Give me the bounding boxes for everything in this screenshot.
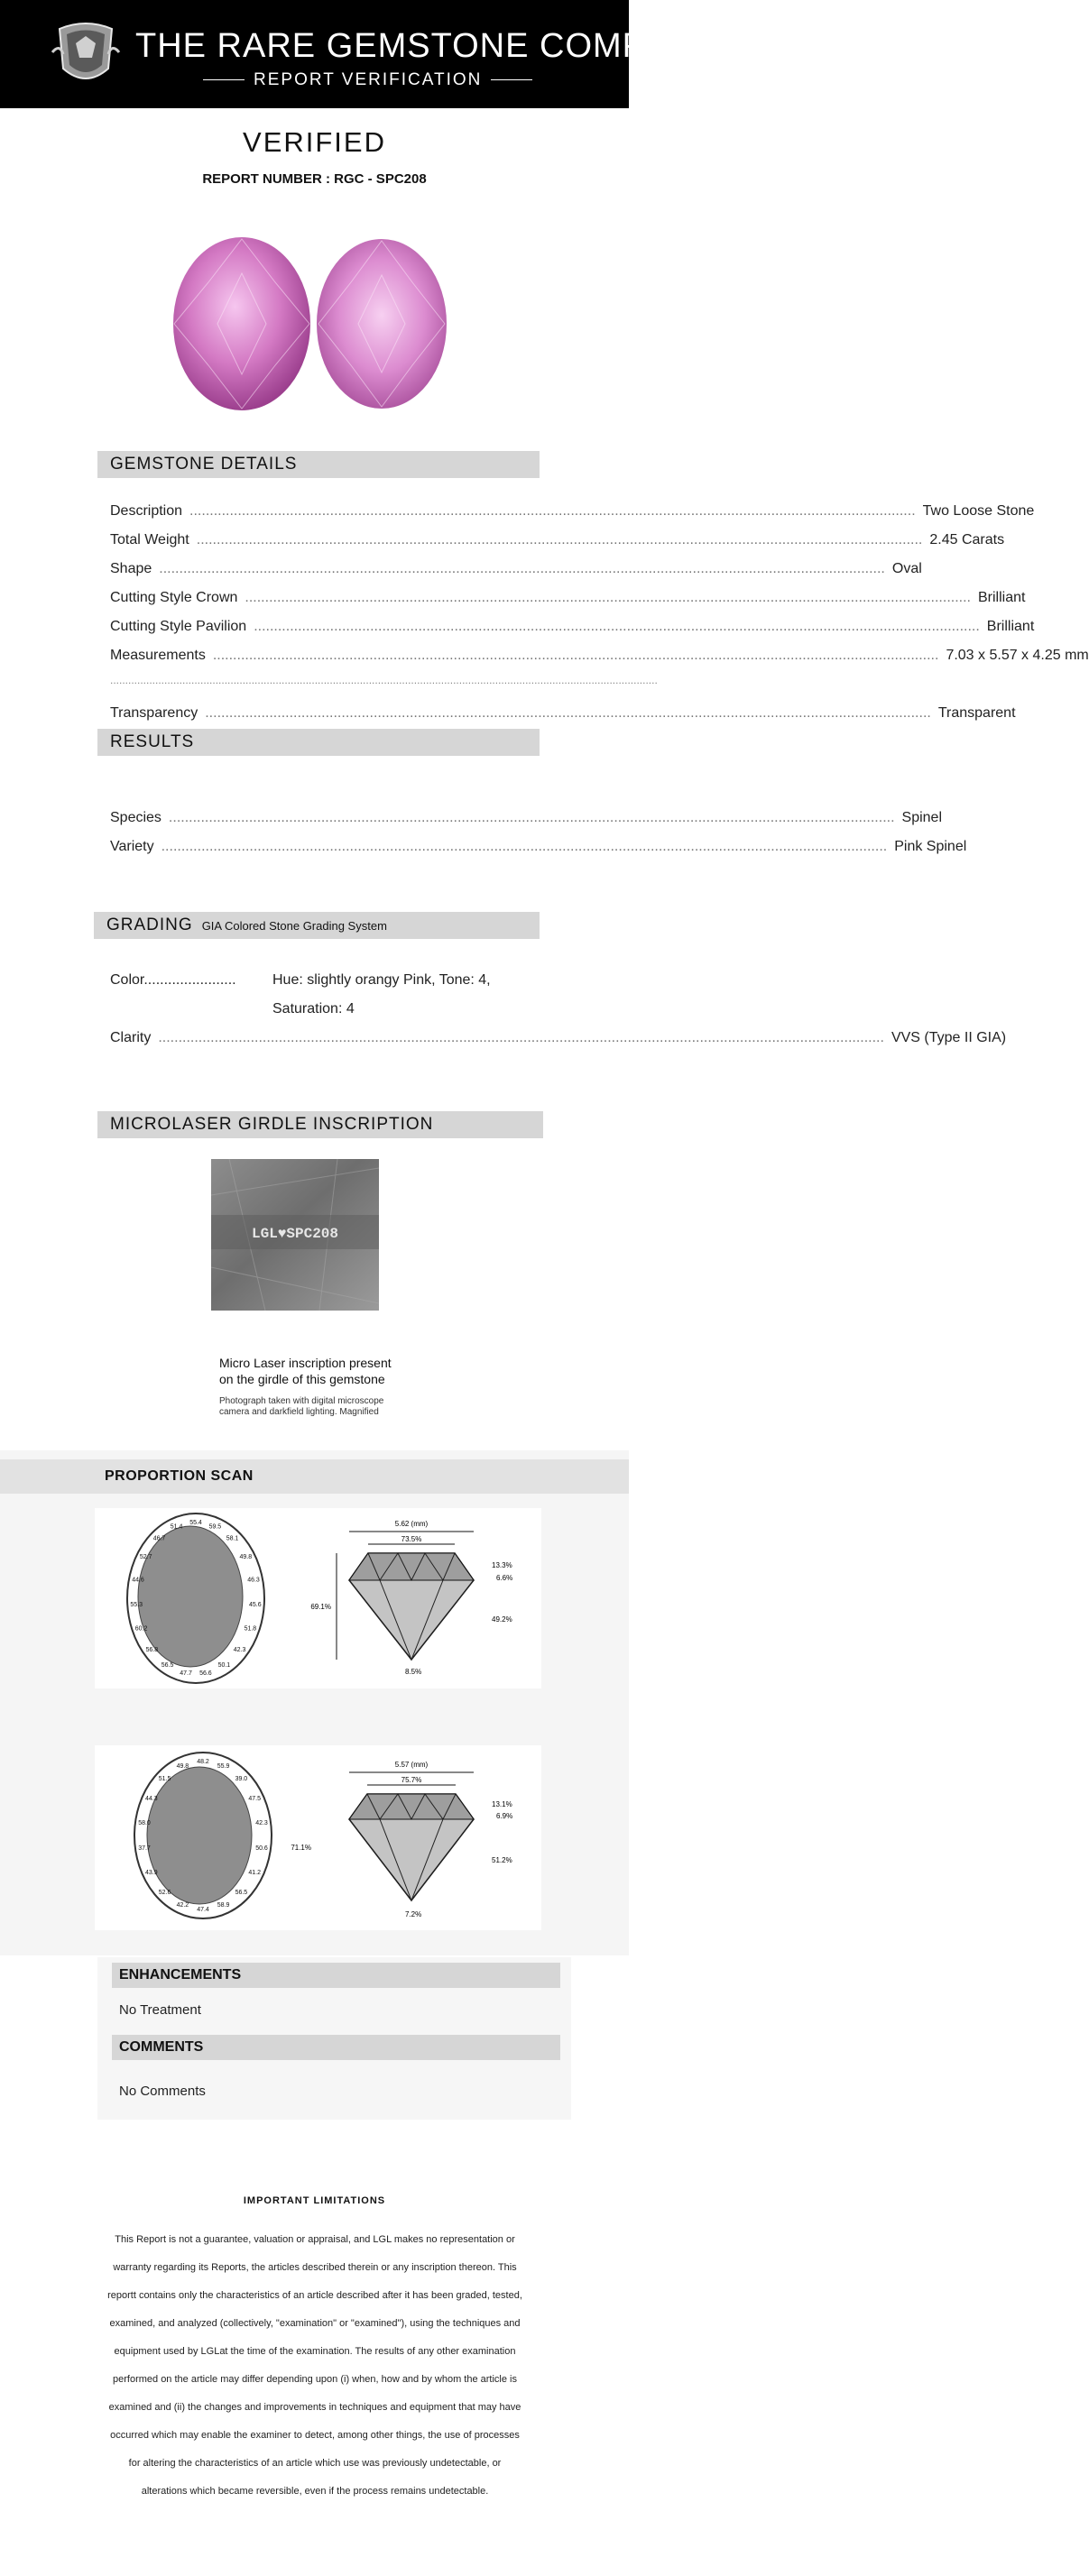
grading-color-value-2: Saturation: 4 (272, 1001, 355, 1017)
facet-angle-label: 45.6 (248, 1601, 262, 1608)
svg-text:51.2%: 51.2% (492, 1856, 512, 1864)
facet-angle-label: 51.4 (170, 1523, 183, 1531)
facet-angle-label: 50.1 (217, 1661, 231, 1669)
svg-text:13.3%: 13.3% (492, 1561, 512, 1569)
facet-angle-label: 48.2 (197, 1759, 209, 1765)
results-row-variety: Variety ..... Pink Spinel (110, 839, 514, 855)
facet-angle-label: 47.5 (248, 1796, 262, 1802)
enhancements-header: ENHANCEMENTS (112, 1963, 560, 1988)
proportion-scan-2-drawing (95, 1745, 541, 1930)
facet-angle-label: 37.7 (138, 1845, 151, 1853)
facet-angle-label: 58.9 (217, 1902, 230, 1909)
grading-header: GRADING GIA Colored Stone Grading System (94, 912, 540, 939)
facet-angle-label: 49.8 (239, 1554, 253, 1561)
facet-angle-label: 52.7 (139, 1554, 152, 1561)
facet-angle-label: 51.8 (244, 1625, 257, 1633)
inscription-caption: Micro Laser inscription present on the girdle of this gemstone (219, 1356, 392, 1386)
facet-angle-label: 55.9 (217, 1762, 230, 1770)
inscription-engraving: LGL♥SPC208 (251, 1226, 339, 1242)
svg-text:13.1%: 13.1% (492, 1800, 512, 1808)
detail-row-transparency: Transparency ..... Transparent (110, 705, 514, 722)
detail-row-total-weight: Total Weight ..... 2.45 Carats (110, 532, 514, 548)
limitations-title: IMPORTANT LIMITATIONS (243, 2195, 386, 2206)
svg-text:71.1%: 71.1% (291, 1844, 311, 1852)
facet-angle-label: 55.3 (130, 1601, 143, 1608)
facet-angle-label: 56.8 (145, 1646, 159, 1653)
facet-angle-label: 56.5 (161, 1661, 174, 1669)
grading-color-value-1: Hue: slightly orangy Pink, Tone: 4, (272, 972, 491, 988)
facet-angle-label: 44.3 (144, 1796, 158, 1802)
facet-angle-label: 50.6 (255, 1845, 268, 1853)
facet-angle-label: 55.4 (189, 1520, 202, 1526)
proportion-header-bar (0, 1459, 629, 1494)
grading-row-clarity: Clarity ..... VVS (Type II GIA) (110, 1030, 507, 1046)
facet-angle-label: 49.8 (176, 1762, 189, 1770)
facet-angle-label: 52.6 (158, 1889, 171, 1896)
svg-text:5.57 (mm): 5.57 (mm) (394, 1761, 429, 1769)
detail-row-description: Description ..... Two Loose Stone (110, 503, 514, 520)
facet-angle-label: 56.6 (199, 1670, 212, 1677)
verified-status: VERIFIED (243, 126, 386, 158)
comments-value: No Comments (119, 2084, 206, 2099)
detail-row-measurements: Measurements ..... 7.03 x 5.57 x 4.25 mm (110, 648, 514, 664)
facet-angle-label: 47.7 (180, 1670, 192, 1677)
svg-text:49.2%: 49.2% (492, 1615, 512, 1624)
facet-angle-label: 58.1 (226, 1535, 239, 1542)
facet-angle-label: 60.2 (134, 1625, 148, 1633)
facet-angle-label: 56.5 (235, 1889, 248, 1896)
facet-angle-label: 43.9 (144, 1870, 158, 1876)
svg-text:69.1%: 69.1% (310, 1603, 331, 1611)
company-crest-logo (51, 16, 121, 90)
svg-text:5.62 (mm): 5.62 (mm) (394, 1520, 429, 1528)
results-row-species: Species ..... Spinel (110, 810, 514, 826)
gemstone-details-header: GEMSTONE DETAILS (97, 451, 540, 478)
grading-system: GIA Colored Stone Grading System (201, 919, 387, 933)
detail-row-crown: Cutting Style Crown ..... Brilliant (110, 590, 514, 606)
facet-angle-label: 39.0 (235, 1776, 248, 1783)
facet-angle-label: 42.3 (255, 1819, 268, 1826)
dotted-spacer (110, 674, 505, 686)
proportion-scan-1-drawing (95, 1508, 541, 1688)
svg-text:73.5%: 73.5% (401, 1535, 422, 1543)
facet-angle-label: 51.5 (158, 1776, 171, 1783)
svg-text:75.7%: 75.7% (401, 1776, 422, 1784)
results-header: RESULTS (97, 729, 540, 756)
facet-angle-label: 41.2 (248, 1870, 262, 1876)
facet-angle-label: 46.3 (247, 1577, 260, 1584)
facet-angle-label: 58.0 (138, 1819, 151, 1826)
facet-angle-label: 59.5 (208, 1523, 222, 1531)
gemstone-photo (149, 228, 474, 418)
detail-row-shape: Shape ..... Oval (110, 561, 514, 577)
proportion-title: PROPORTION SCAN (105, 1468, 254, 1484)
report-number: REPORT NUMBER : RGC - SPC208 (202, 171, 427, 187)
svg-text:6.6%: 6.6% (496, 1574, 513, 1582)
svg-text:6.9%: 6.9% (496, 1812, 513, 1820)
detail-row-pavilion: Cutting Style Pavilion ..... Brilliant (110, 619, 514, 635)
inscription-photo-note: Photograph taken with digital microscope camera and darkfield lighting. Magnified (219, 1396, 384, 1417)
company-name: THE RARE GEMSTONE COMPANY (135, 27, 717, 65)
limitations-text: This Report is not a guarantee, valuation or appraisal, and LGL makes no representation or warranty regarding its Reports, the articles described therein or any inscription thereon. This reportt contains only the characteristics of an article described after it has been graded, tested, examined, and analyzed (collectively, "examination" or "examined"), using the techniques and equipment used by LGLat the time of the examination. The results of any other examination performed on the article may differ depending upon (i) when, how and by whom the article is examined and (ii) the changes and improvements in techniques and equipment that may have occurred which may enable the examiner to detect, among other things, the use of processes for altering the characteristics of an article which use was previously undetectable, or alterations which became reversible, even if the process remains undetectable. (107, 2234, 522, 2497)
inscription-header: MICROLASER GIRDLE INSCRIPTION (97, 1111, 543, 1138)
facet-angle-label: 44.6 (132, 1577, 144, 1584)
facet-angle-label: 47.4 (197, 1907, 209, 1913)
inscription-photo (211, 1159, 379, 1311)
facet-angle-label: 42.2 (176, 1902, 189, 1909)
svg-text:8.5%: 8.5% (405, 1668, 422, 1676)
grading-color-label: Color....................... (110, 972, 236, 988)
facet-angle-label: 42.3 (233, 1646, 246, 1653)
svg-text:7.2%: 7.2% (405, 1910, 422, 1918)
report-verification-subtitle: REPORT VERIFICATION (194, 70, 541, 90)
facet-angle-label: 46.7 (152, 1535, 166, 1542)
comments-header: COMMENTS (112, 2035, 560, 2060)
enhancements-value: No Treatment (119, 2002, 201, 2018)
